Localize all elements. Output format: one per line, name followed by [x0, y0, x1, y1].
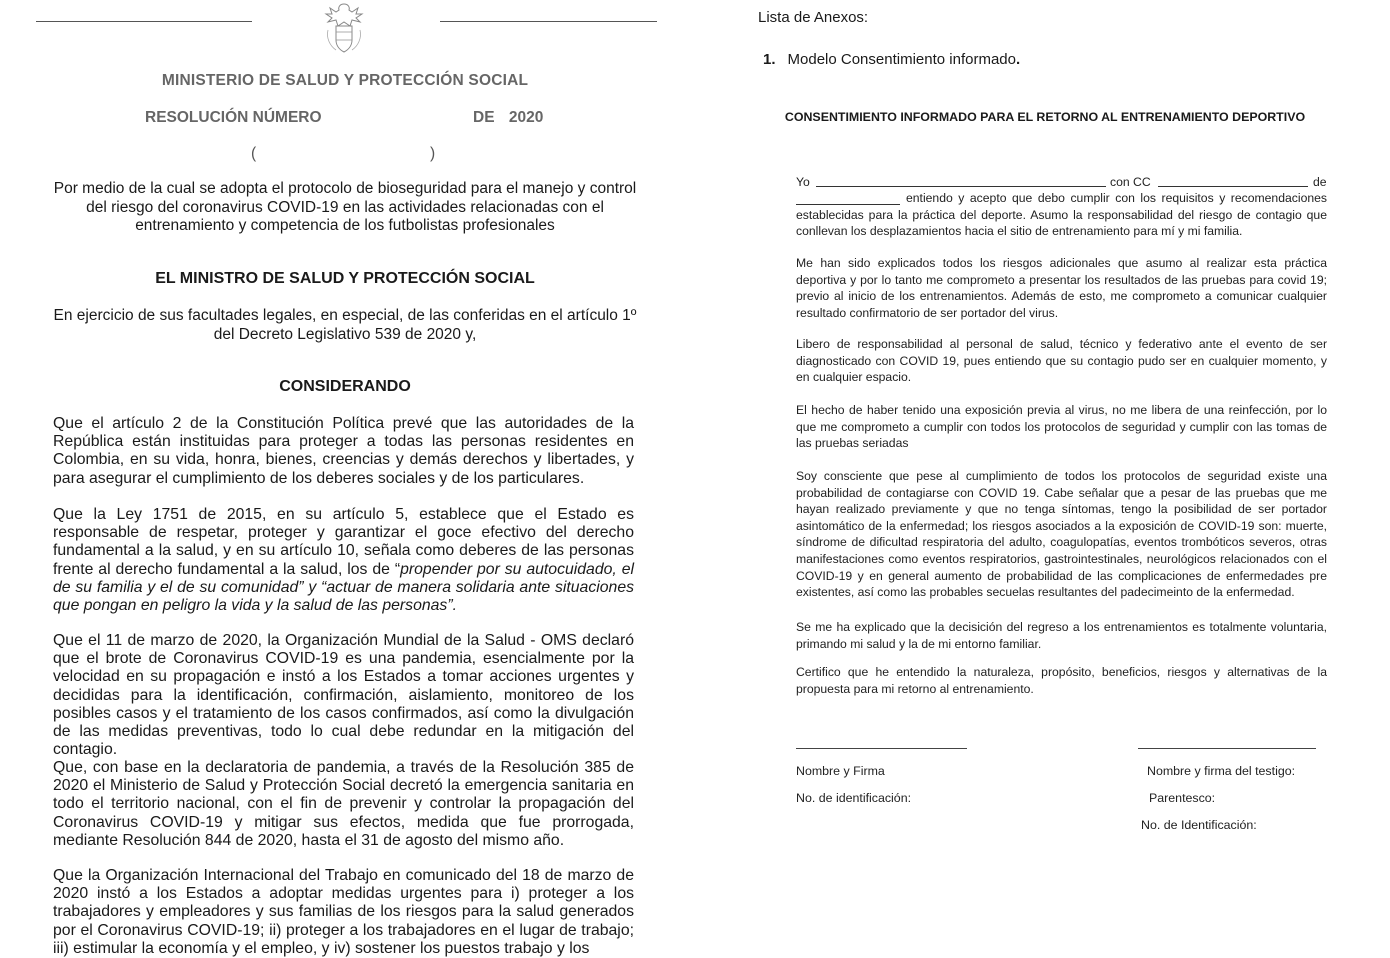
consent-paragraph-3: Libero de responsabilidad al personal de salud, técnico y federativo ante el evento de ser diagnosticado con COVID 19, pues entiendo que su contagio pudo ser en cualquier momento, y en cualquier espacio.: [796, 337, 1327, 385]
consent-form-title: CONSENTIMIENTO INFORMADO PARA EL RETORNO AL ENTRENAMIENTO DEPORTIVO: [784, 110, 1306, 124]
p2-quote-2: actuar de manera solidaria ante situaciones que pongan en peligro la vida y la salud de las personas: [53, 578, 635, 615]
header-rule-right: [440, 21, 657, 22]
considerando-paragraph-1: Que el artículo 2 de la Constitución Política prevé que las autoridades de la República están instituidas para proteger a todas las personas residentes en Colombia, en su vida, honra, bienes, creencias y demás derechos y libertades, y para asegurar el cumplimiento de los deberes sociales y de los particulares.: [53, 415, 634, 487]
faculties-paragraph: En ejercicio de sus facultades legales, en especial, de las conferidas en el artículo 1º del Decreto Legislativo 539 de 2020 y,: [53, 307, 637, 343]
consent-paragraph-2: Me han sido explicados todos los riesgos adicionales que asumo al realizar esta práctica deportiva y por lo tanto me comprometo a presentar los resultados de las pruebas para covid 19; previo al inicio de los entrenamientos. Además de esto, me comprometo a comunicar cualquier resultado confirmatorio de ser portador del virus.: [796, 256, 1327, 320]
date-paren-close: ): [430, 145, 436, 162]
date-paren-open: (: [251, 145, 257, 162]
annex-item-dot: .: [1015, 51, 1021, 68]
annex-list-title: Lista de Anexos:: [758, 9, 869, 26]
signature-line[interactable]: [796, 748, 967, 749]
witness-signature-line[interactable]: [1138, 748, 1316, 749]
coat-of-arms-icon: [316, 0, 372, 56]
p2-end: ”.: [447, 597, 457, 615]
signature-name-label: Nombre y Firma: [796, 764, 885, 778]
considerando-paragraph-3: Que el 11 de marzo de 2020, la Organización Mundial de la Salud - OMS declaró que el brote de Coronavirus COVID-19 es una pandemia, esencialmente por la velocidad en su propagación e instó a los Estados a tomar acciones urgentes y decididas para la identificación, confirmación, aislamiento, monitoreo de los posibles casos y el tratamiento de los casos confirmados, así como la divulgación de las medidas preventivas, todo lo cual debe redundar en la mitigación del contagio.: [53, 632, 634, 759]
ministry-name: MINISTERIO DE SALUD Y PROTECCIÓN SOCIAL: [161, 72, 529, 89]
witness-relationship-label: Parentesco:: [1149, 791, 1216, 805]
witness-id-label: No. de Identificación:: [1141, 818, 1257, 832]
resolution-number-label: RESOLUCIÓN NÚMERO: [145, 109, 322, 126]
p2-connector: ” y “: [298, 578, 327, 596]
resolution-year: DE 2020: [473, 109, 544, 126]
signature-id-label: No. de identificación:: [796, 791, 912, 805]
cc-label: con CC: [1110, 175, 1151, 189]
witness-name-label: Nombre y firma del testigo:: [1147, 764, 1296, 778]
consent-paragraph-5: Soy consciente que pese al cumplimiento de todos los protocolos de seguridad existe una probabilidad de contagiarse con COVID 19. Cabe señalar que a pesar de las pruebas que me hayan realizado previamente y que no tenga síntomas, tengo la posibilidad de ser portador asintomático de la enfermedad; los riesgos asociados a la exposición de COVID-19 son: muerte, síndrome de dificultad respiratoria del adulto, coagulopatías, eventos trombóticos severos, otras manifestaciones como eventos respiratorios, gastrointestinales, neurológicos relacionados con el COVID-19 y en general aumento de probabilidad de las complicaciones de enfermedades pre existentes, así como las probables secuelas resultantes del padecimeinto de la enfermedad.: [796, 469, 1327, 600]
city-blank[interactable]: [796, 204, 900, 205]
consent-paragraph-6: Se me ha explicado que la decisición del regreso a los entrenamientos es totalmente voluntaria, primando mi salud y la de mi entorno familiar.: [796, 620, 1327, 651]
minister-heading: EL MINISTRO DE SALUD Y PROTECCIÓN SOCIAL: [155, 270, 535, 287]
header-rule-left: [36, 21, 252, 22]
annex-page: [700, 0, 1390, 948]
considerando-paragraph-2: [53, 506, 634, 615]
considerando-heading: CONSIDERANDO: [279, 378, 411, 395]
p2-text-a: Que la Ley 1751 de 2015, en su artículo 5, establece que el Estado es responsable de respetar, proteger y garantizar el goce efectivo del derecho fundamental a la salud, y en su artículo 10, señala como deberes de las personas frente al derecho fundamental a la salud, los de “: [53, 506, 634, 578]
considerando-paragraph-5: Que la Organización Internacional del Trabajo en comunicado del 18 de marzo de 2020 instó a los Estados a adoptar medidas urgentes para i) proteger a los trabajadores y empleadores y sus familias de los riesgos para la salud generados por el Coronavirus COVID-19; ii) proteger a los trabajadores en el lugar de trabajo; iii) estimular la economía y el empleo, y iv) sostener los puestos trabajo y los: [53, 867, 634, 957]
p2-quote-1: propender por su autocuidado, el de su familia y el de su comunidad: [53, 560, 634, 596]
considerando-paragraph-4: Que, con base en la declaratoria de pandemia, a través de la Resolución 385 de 2020 el Ministerio de Salud y Protección Social decretó la emergencia sanitaria en todo el territorio nacional, con el fin de prevenir y controlar la propagación del Coronavirus COVID-19 y mitigar sus efectos, medida que fue prorrogada, mediante Resolución 844 de 2020, hasta el 31 de agosto del mismo año.: [53, 759, 634, 849]
annex-item-label: Modelo Consentimiento informado: [787, 51, 1016, 68]
name-blank[interactable]: [816, 186, 1106, 187]
yo-label: Yo: [796, 175, 810, 189]
cc-blank[interactable]: [1158, 186, 1308, 187]
consent-paragraph-7: Certifico que he entendido la naturaleza, propósito, beneficios, riesgos y alternativas de la propuesta para mi retorno al entrenamiento.: [796, 665, 1327, 696]
de-label: de: [1313, 175, 1327, 189]
annex-item-number: 1.: [763, 51, 776, 68]
annex-item-1: [763, 51, 1020, 68]
consent-paragraph-1: entiendo y acepto que debo cumplir con los requisitos y recomendaciones establecidas para la práctica del deporte. Asumo la responsabilidad del riesgo de contagio que conllevan los desplazamientos hacia el sitio de entrenamiento para mí y mi familia.: [796, 191, 1327, 239]
resolution-purpose: Por medio de la cual se adopta el protocolo de bioseguridad para el manejo y control del riesgo del coronavirus COVID-19 en las actividades relacionadas con el entrenamiento y competencia de los futbolistas profesionales: [53, 180, 637, 234]
consent-paragraph-4: El hecho de haber tenido una exposición previa al virus, no me libera de una reinfección, por lo que me comprometo a cumplir con todos los protocolos de seguridad y cumplir con las tomas de las pruebas seriadas: [796, 403, 1327, 451]
resolution-page: [0, 0, 690, 957]
